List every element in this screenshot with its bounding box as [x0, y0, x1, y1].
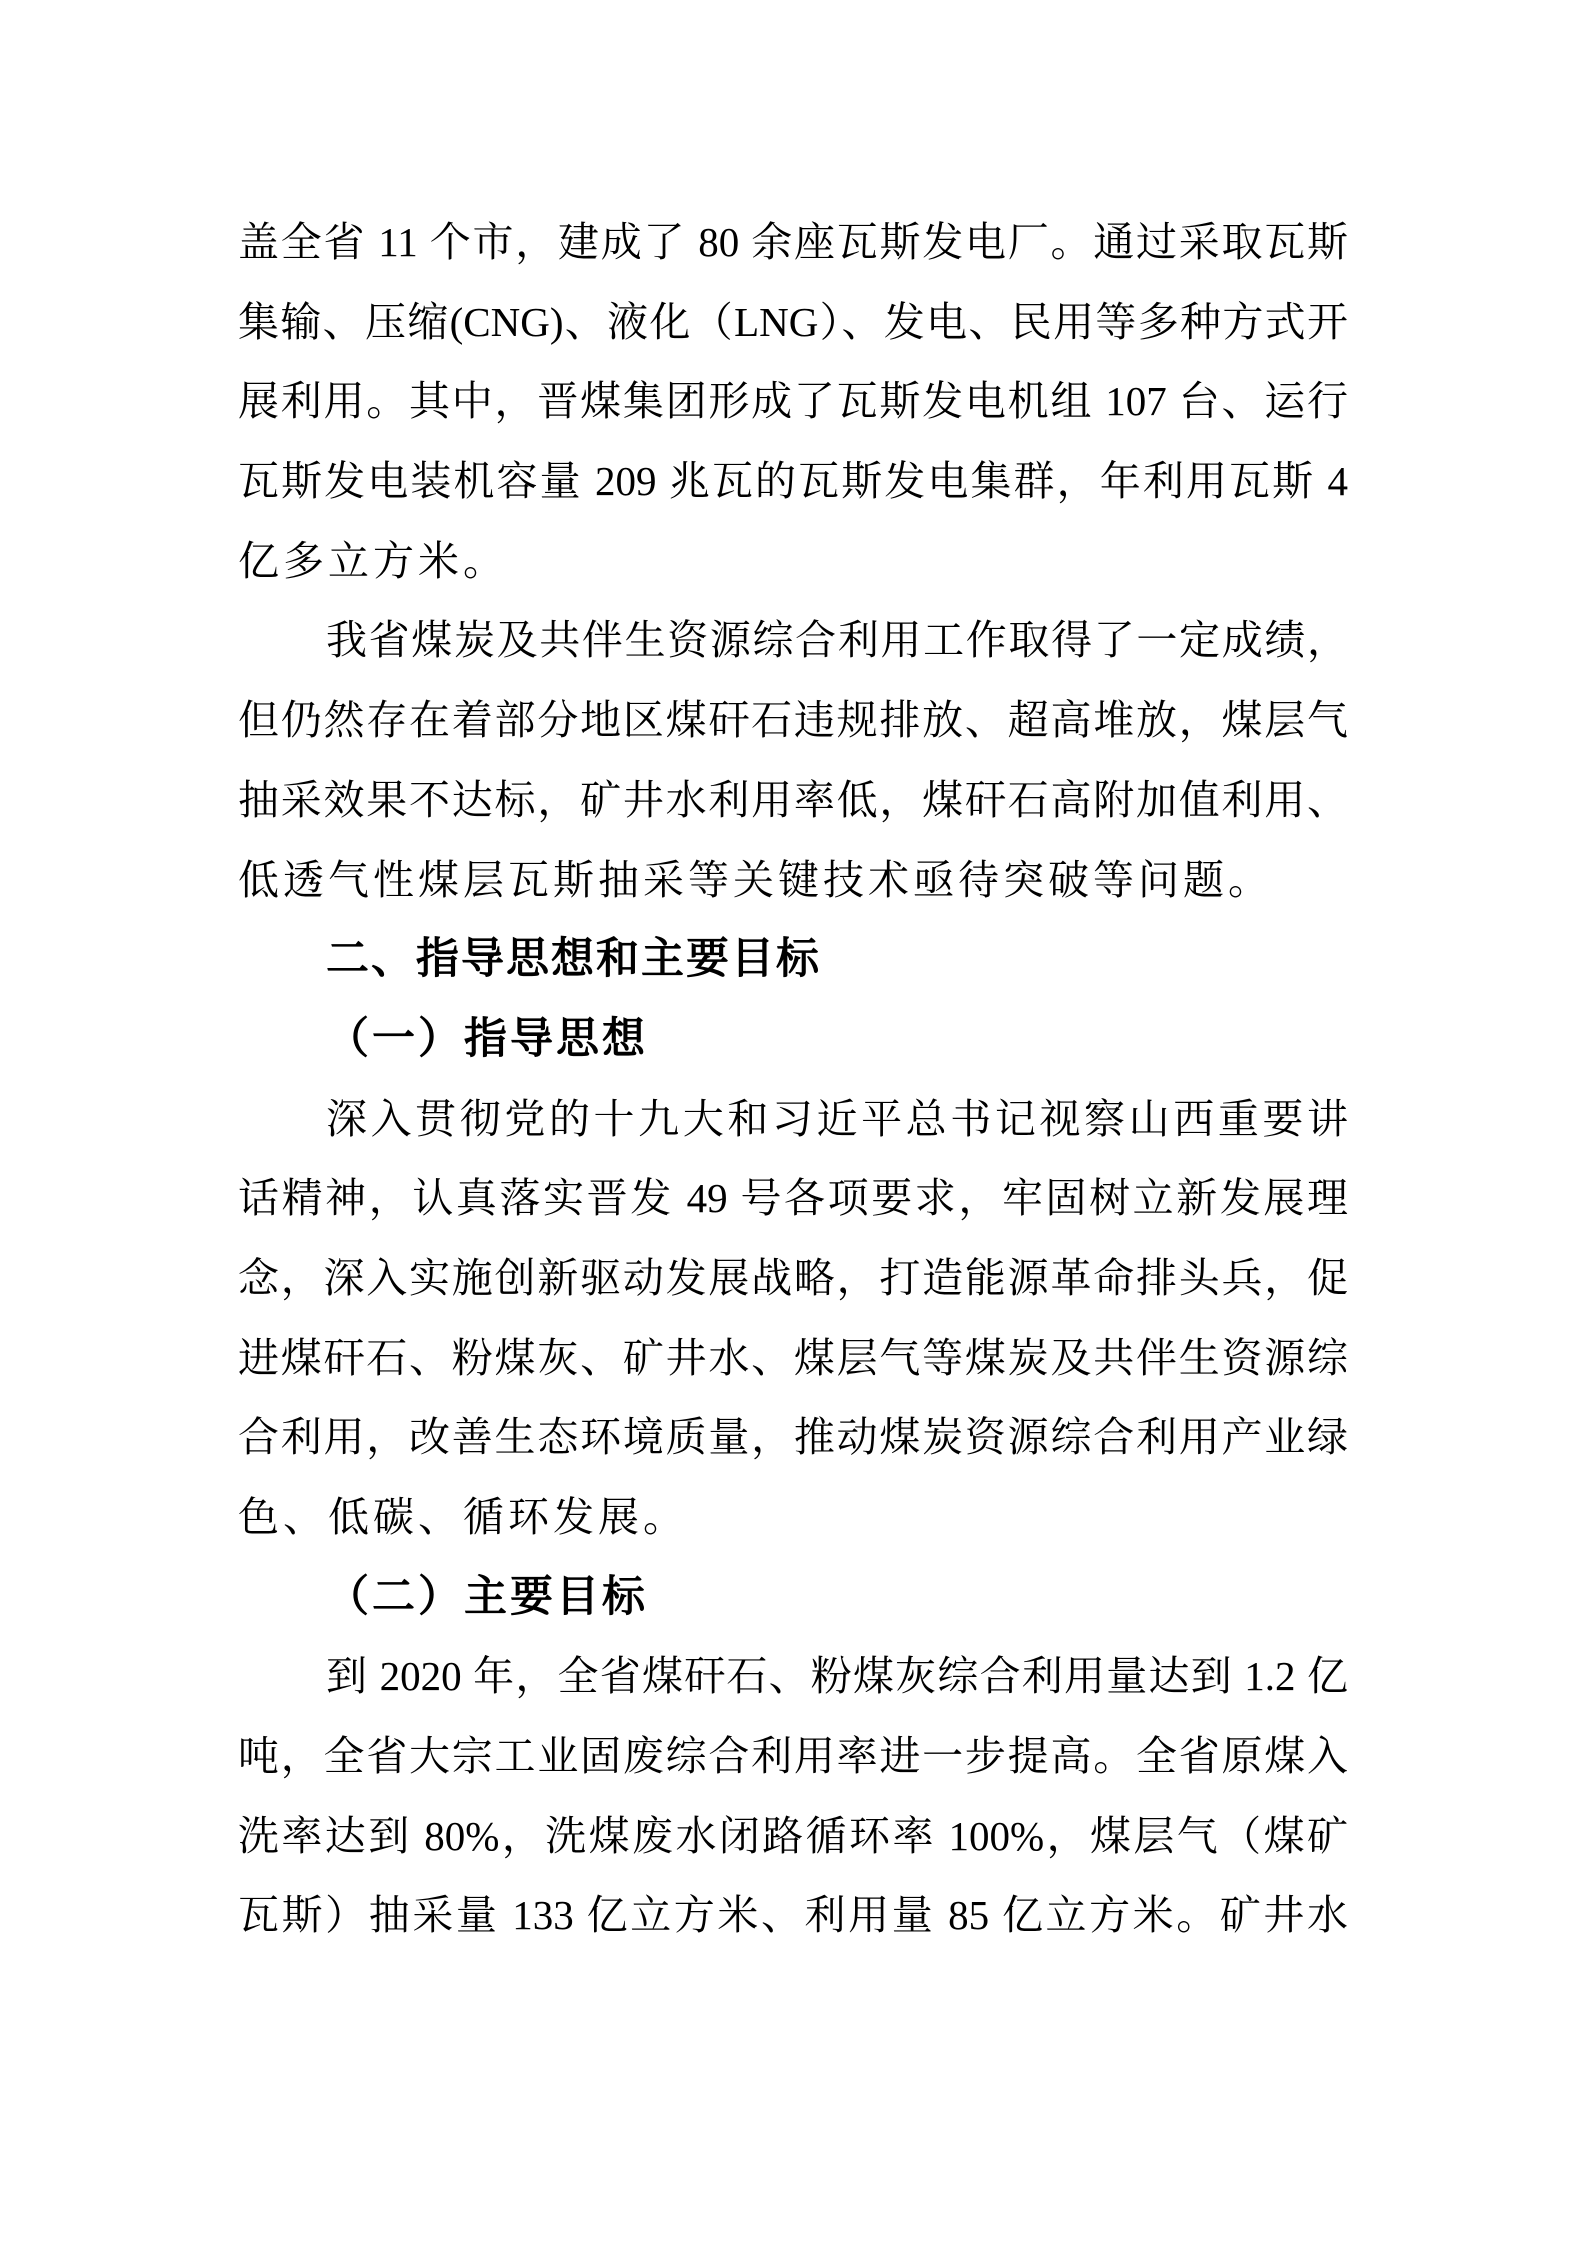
body-line: 进煤矸石、粉煤灰、矿井水、煤层气等煤炭及共伴生资源综	[238, 1334, 1348, 1381]
subsection-heading: （一）指导思想	[326, 1015, 648, 1063]
body-line: 话精神，认真落实晋发 49 号各项要求，牢固树立新发展理	[238, 1175, 1348, 1222]
body-line: 念，深入实施创新驱动发展战略，打造能源革命排头兵，促	[238, 1254, 1348, 1301]
section-heading: 二、指导思想和主要目标	[326, 935, 821, 984]
body-line: 合利用，改善生态环境质量，推动煤炭资源综合利用产业绿	[238, 1414, 1348, 1461]
body-line: 瓦斯发电装机容量 209 兆瓦的瓦斯发电集群，年利用瓦斯 4	[238, 458, 1348, 505]
body-line: 瓦斯）抽采量 133 亿立方米、利用量 85 亿立方米。矿井水	[238, 1892, 1348, 1939]
body-line: 低透气性煤层瓦斯抽采等关键技术亟待突破等问题。	[238, 856, 1273, 903]
body-line: 亿多立方米。	[238, 537, 508, 584]
body-line: 吨，全省大宗工业固废综合利用率进一步提高。全省原煤入	[238, 1733, 1348, 1780]
body-line: 洗率达到 80%，洗煤废水闭路循环率 100%，煤层气（煤矿	[238, 1812, 1348, 1859]
document-text-block	[238, 203, 1348, 1956]
body-line: 集输、压缩(CNG)、液化（LNG）、发电、民用等多种方式开	[238, 298, 1348, 345]
body-line: 但仍然存在着部分地区煤矸石违规排放、超高堆放，煤层气	[238, 697, 1348, 744]
body-line: 到 2020 年，全省煤矸石、粉煤灰综合利用量达到 1.2 亿	[326, 1653, 1348, 1700]
body-line: 展利用。其中，晋煤集团形成了瓦斯发电机组 107 台、运行	[238, 378, 1348, 425]
body-line: 抽采效果不达标，矿井水利用率低，煤矸石高附加值利用、	[238, 776, 1348, 823]
body-line: 色、低碳、循环发展。	[238, 1494, 688, 1540]
body-line: 盖全省 11 个市，建成了 80 余座瓦斯发电厂。通过采取瓦斯	[238, 219, 1348, 265]
body-line: 我省煤炭及共伴生资源综合利用工作取得了一定成绩，	[326, 617, 1348, 664]
body-line: 深入贯彻党的十九大和习近平总书记视察山西重要讲	[326, 1095, 1348, 1142]
subsection-heading: （二）主要目标	[326, 1573, 648, 1621]
